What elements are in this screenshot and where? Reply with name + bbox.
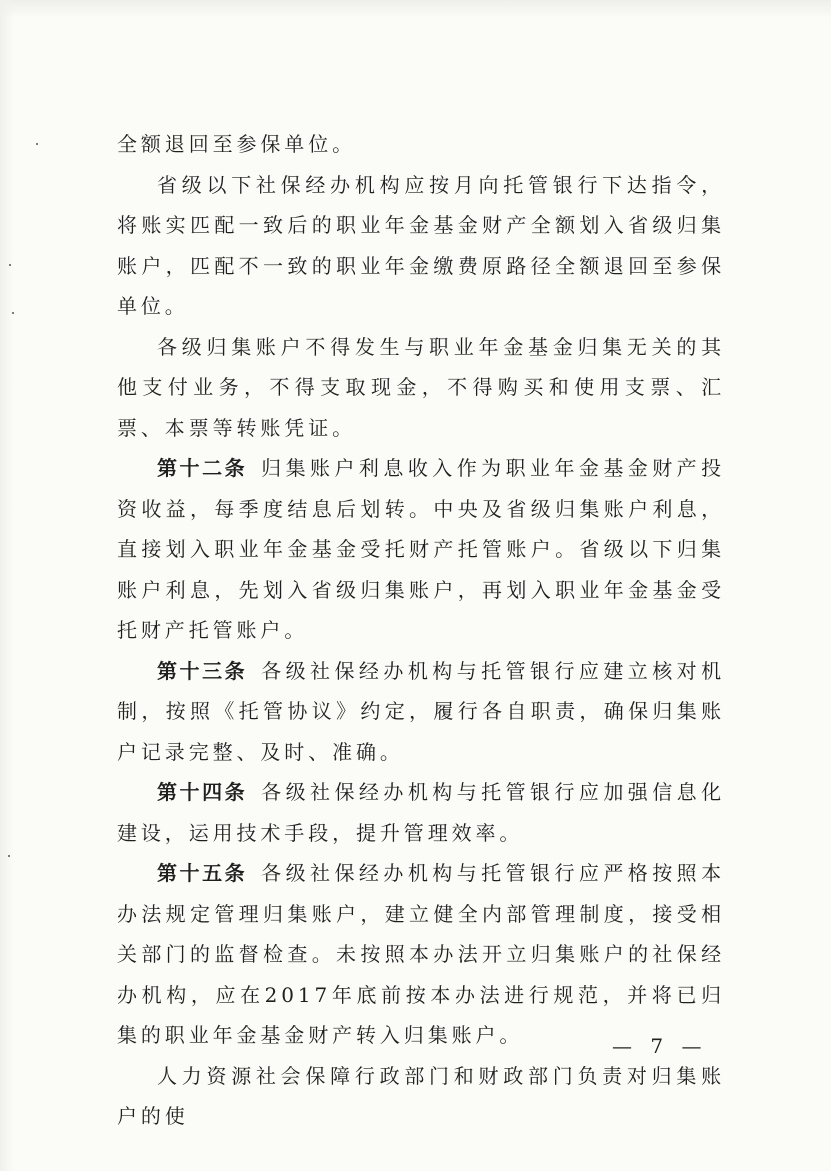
paragraph-text: 人力资源社会保障行政部门和财政部门负责对归集账户的使 [117, 1063, 725, 1128]
paragraph [117, 165, 725, 327]
scan-speck [36, 143, 38, 145]
scan-shadow-top [0, 0, 831, 18]
article-13 [117, 651, 725, 773]
paragraph-text: 省级以下社保经办机构应按月向托管银行下达指令，将账实匹配一致后的职业年金基金财产全额划入省级归集账户，匹配不一致的职业年金缴费原路径全额退回至参保单位。 [117, 172, 725, 318]
article-text: 归集账户利息收入作为职业年金基金财产投资收益，每季度结息后划转。中央及省级归集账户利息，直接划入职业年金基金受托财产托管账户。省级以下归集账户利息，先划入省级归集账户，再划入职业年金基金受托财产托管账户。 [117, 456, 726, 642]
scan-speck [12, 312, 14, 314]
article-number: 第十五条 [157, 861, 248, 885]
article-12 [117, 448, 725, 651]
article-number: 第十二条 [157, 456, 248, 480]
paragraph-text: 各级归集账户不得发生与职业年金基金归集无关的其他支付业务，不得支取现金，不得购买和使用支票、汇票、本票等转账凭证。 [117, 334, 725, 440]
document-body [117, 124, 725, 1137]
article-text: 各级社保经办机构与托管银行应严格按照本办法规定管理归集账户，建立健全内部管理制度，接受相关部门的监督检查。未按照本办法开立归集账户的社保经办机构，应在2017年底前按本办法进行规范，并将已归集的职业年金基金财产转入归集账户。 [117, 861, 726, 1047]
scan-speck [9, 264, 11, 266]
paragraph-text: 全额退回至参保单位。 [117, 132, 356, 156]
article-15 [117, 853, 725, 1056]
paragraph [117, 1056, 725, 1137]
paragraph [117, 327, 725, 449]
scan-speck [8, 855, 10, 857]
article-14 [117, 772, 725, 853]
paragraph-continuation [117, 124, 725, 165]
article-number: 第十四条 [157, 780, 248, 804]
article-number: 第十三条 [157, 658, 248, 683]
article-text: 各级社保经办机构与托管银行应加强信息化建设，运用技术手段，提升管理效率。 [117, 780, 726, 845]
article-text: 各级社保经办机构与托管银行应建立核对机制，按照《托管协议》约定，履行各自职责，确保归集账户记录完整、及时、准确。 [117, 658, 726, 764]
page-number: — 7 — [612, 1034, 708, 1058]
scan-shadow-left [0, 0, 14, 1171]
